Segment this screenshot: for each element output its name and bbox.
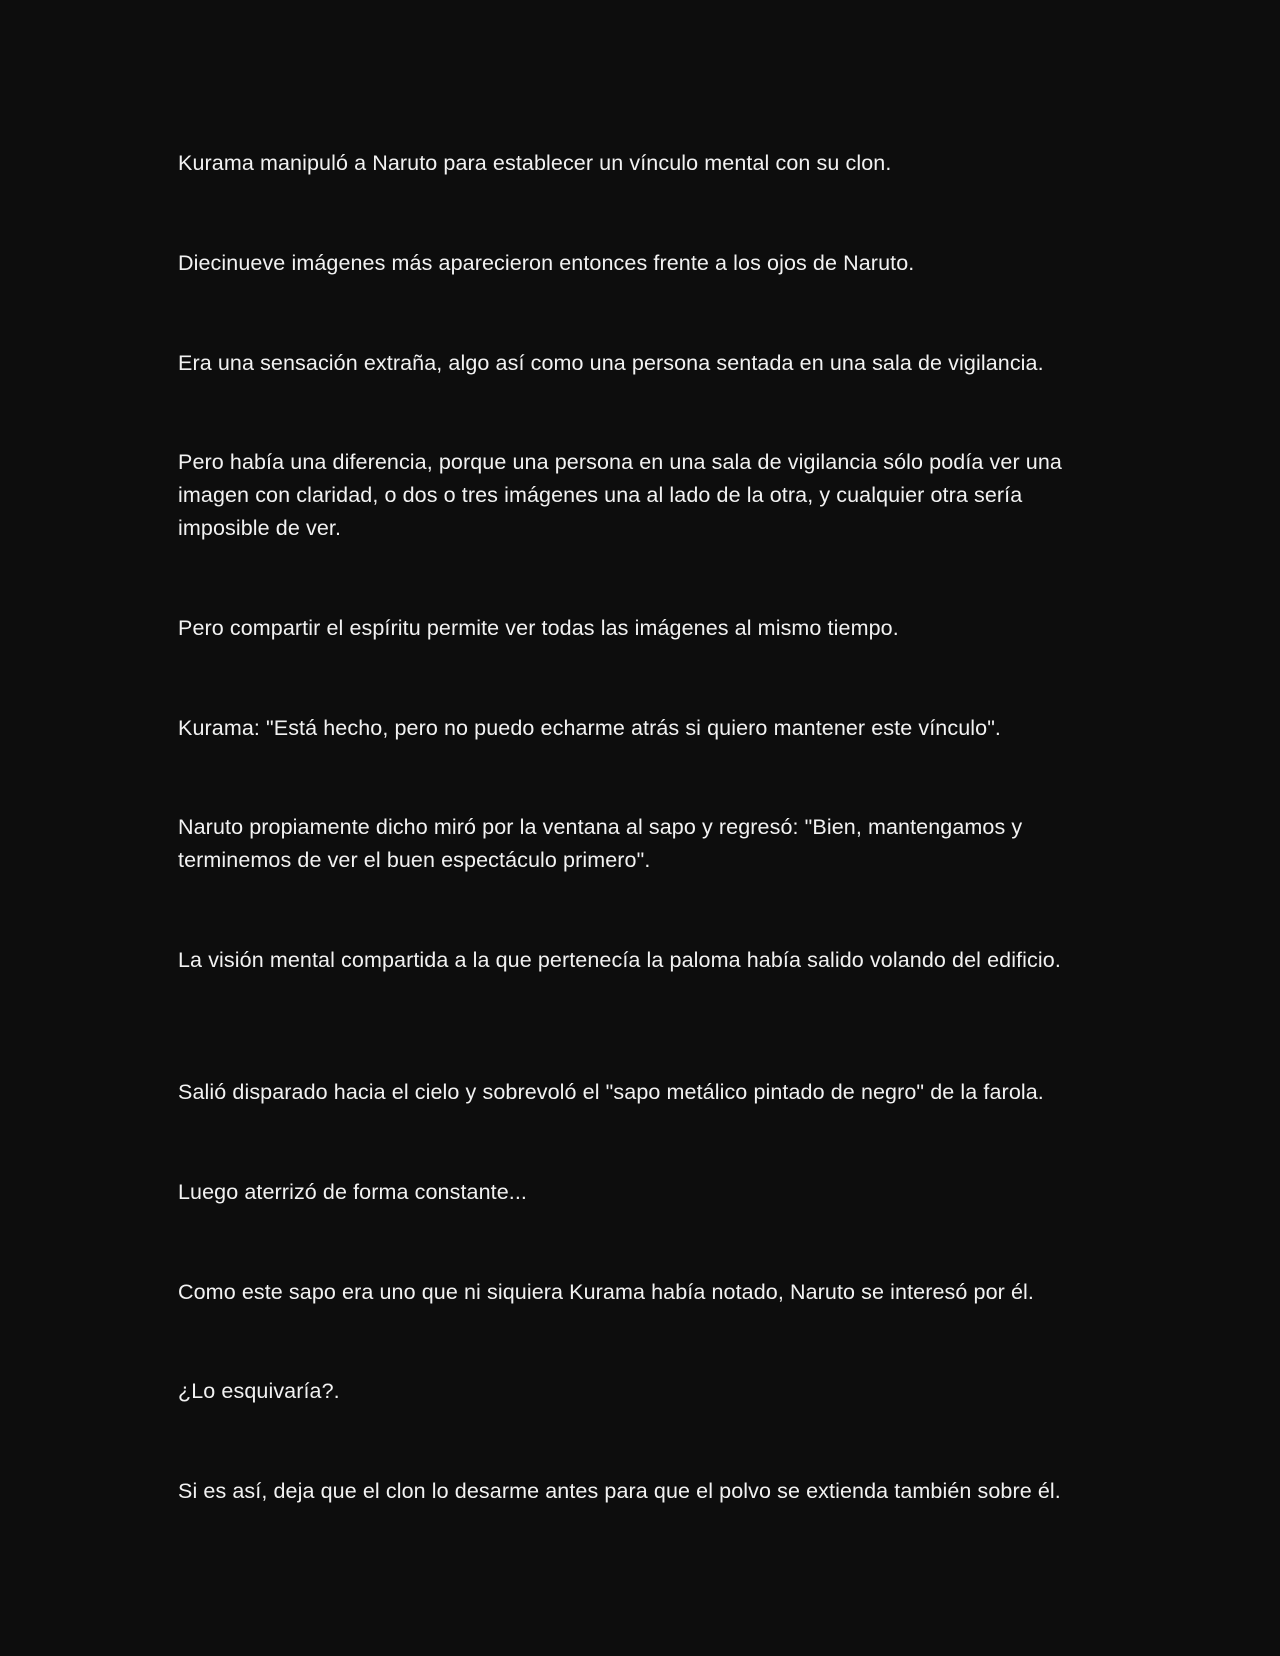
paragraph: Pero compartir el espíritu permite ver todas las imágenes al mismo tiempo. [178,616,899,640]
paragraph: Kurama: "Está hecho, pero no puedo echarme atrás si quiero mantener este vínculo". [178,716,1002,740]
paragraph: Luego aterrizó de forma constante... [178,1180,527,1204]
paragraph: Salió disparado hacia el cielo y sobrevoló el "sapo metálico pintado de negro" de la farola. [178,1080,1044,1104]
paragraph: Kurama manipuló a Naruto para establecer un vínculo mental con su clon. [178,151,892,175]
paragraph: La visión mental compartida a la que pertenecía la paloma había salido volando del edificio. [178,948,1061,972]
paragraph: Como este sapo era uno que ni siquiera Kurama había notado, Naruto se interesó por él. [178,1280,1034,1304]
paragraph: Pero había una diferencia, porque una persona en una sala de vigilancia sólo podía ver una imagen con claridad, o dos o tres imágenes una al lado de la otra, y cualquier otra sería imposible de ver. [178,450,1062,540]
paragraph: Naruto propiamente dicho miró por la ventana al sapo y regresó: "Bien, mantengamos y terminemos de ver el buen espectáculo primero". [178,815,1023,872]
paragraph: ¿Lo esquivaría?. [178,1379,340,1403]
paragraph: Diecinueve imágenes más aparecieron entonces frente a los ojos de Naruto. [178,251,915,275]
paragraph: Era una sensación extraña, algo así como una persona sentada en una sala de vigilancia. [178,351,1044,375]
paragraph: Si es así, deja que el clon lo desarme antes para que el polvo se extienda también sobre él. [178,1479,1061,1503]
